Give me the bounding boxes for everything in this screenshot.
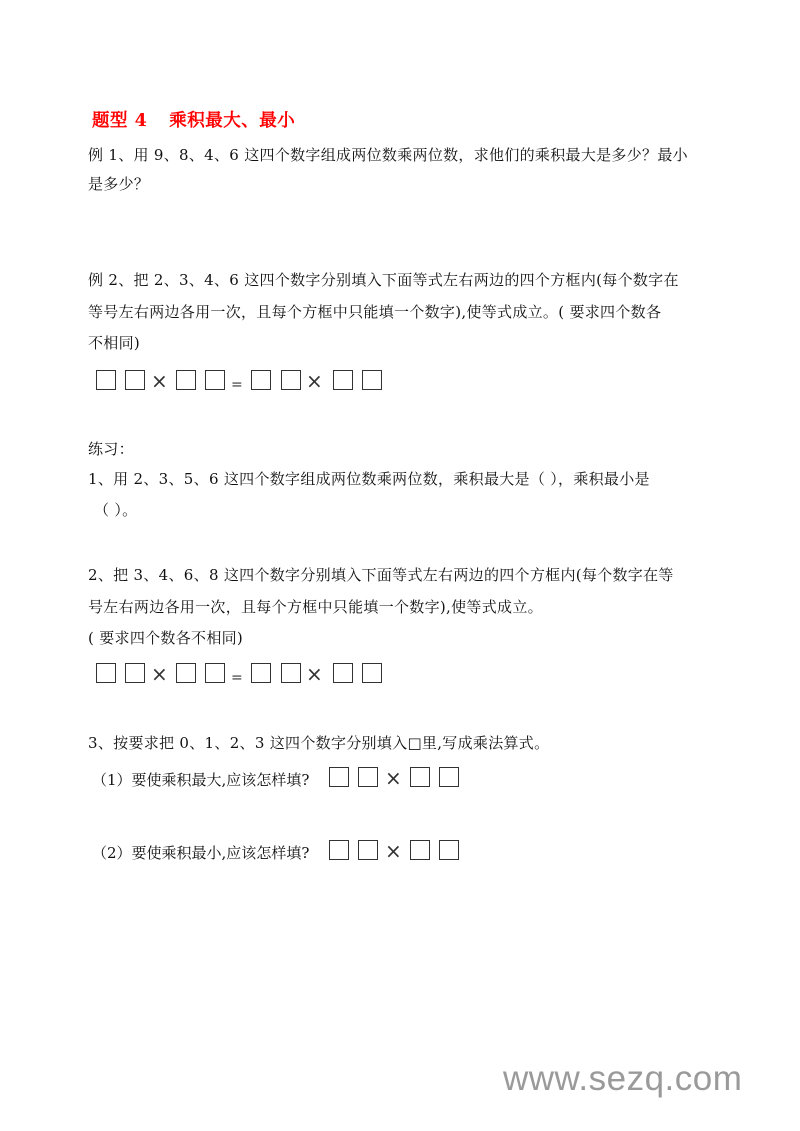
answer-box[interactable] bbox=[439, 840, 459, 860]
example1-line-1: 例 1、用 9、8、4、6 这四个数字组成两位数乘两位数，求他们的乘积最大是多少？最小 bbox=[88, 146, 688, 164]
section-title-topic: 乘积最大、最小 bbox=[169, 111, 296, 131]
q2-line-1: 2、把 3、4、6、8 这四个数字分别填入下面等式左右两边的四个方框内(每个数字在等 bbox=[88, 566, 674, 584]
answer-box[interactable] bbox=[96, 663, 116, 683]
practice-heading: 练习： bbox=[88, 440, 134, 458]
multiply-sign: × bbox=[385, 839, 402, 863]
example2-line-3: 不相同) bbox=[88, 334, 141, 352]
answer-box[interactable] bbox=[176, 370, 196, 390]
answer-box[interactable] bbox=[251, 663, 271, 683]
example2-line-1: 例 2、把 2、3、4、6 这四个数字分别填入下面等式左右两边的四个方框内(每个数字在 bbox=[88, 271, 679, 289]
q3-part-2-prompt: （2）要使乘积最小,应该怎样填? bbox=[92, 844, 310, 862]
answer-box[interactable] bbox=[125, 370, 145, 390]
multiply-sign: × bbox=[306, 369, 323, 393]
answer-box[interactable] bbox=[333, 663, 353, 683]
equals-sign: = bbox=[231, 377, 243, 393]
answer-box[interactable] bbox=[329, 767, 349, 787]
answer-box[interactable] bbox=[358, 767, 378, 787]
answer-box[interactable] bbox=[125, 663, 145, 683]
multiply-sign: × bbox=[385, 766, 402, 790]
answer-box[interactable] bbox=[410, 767, 430, 787]
answer-box[interactable] bbox=[362, 370, 382, 390]
example2-line-2: 等号左右两边各用一次，且每个方框中只能填一个数字),使等式成立。( 要求四个数各 bbox=[88, 303, 662, 321]
multiply-sign: × bbox=[151, 662, 168, 686]
multiply-sign: × bbox=[306, 662, 323, 686]
answer-box[interactable] bbox=[281, 370, 301, 390]
q3-intro: 3、按要求把 0、1、2、3 这四个数字分别填入□里,写成乘法算式。 bbox=[88, 734, 550, 752]
answer-box[interactable] bbox=[281, 663, 301, 683]
answer-box[interactable] bbox=[251, 370, 271, 390]
answer-box[interactable] bbox=[329, 840, 349, 860]
answer-box[interactable] bbox=[176, 663, 196, 683]
equals-sign: = bbox=[231, 670, 243, 686]
multiply-sign: × bbox=[151, 369, 168, 393]
answer-box[interactable] bbox=[205, 370, 225, 390]
answer-box[interactable] bbox=[205, 663, 225, 683]
answer-box[interactable] bbox=[358, 840, 378, 860]
answer-box[interactable] bbox=[333, 370, 353, 390]
section-title-label: 题型 4 bbox=[92, 111, 148, 131]
answer-box[interactable] bbox=[410, 840, 430, 860]
answer-box[interactable] bbox=[96, 370, 116, 390]
answer-box[interactable] bbox=[439, 767, 459, 787]
answer-box[interactable] bbox=[362, 663, 382, 683]
example1-line-2: 是多少？ bbox=[88, 175, 150, 193]
q2-line-3: ( 要求四个数各不相同) bbox=[88, 629, 244, 647]
q1-line-1: 1、用 2、3、5、6 这四个数字组成两位数乘两位数，乘积最大是（ ），乘积最小是 bbox=[88, 470, 650, 488]
section-title bbox=[92, 107, 295, 132]
watermark: www.sezq.com bbox=[503, 1059, 743, 1098]
q1-line-2: （ ）。 bbox=[94, 501, 138, 519]
q2-line-2: 号左右两边各用一次，且每个方框中只能填一个数字),使等式成立。 bbox=[88, 598, 543, 616]
q3-part-1-prompt: （1）要使乘积最大,应该怎样填? bbox=[92, 771, 310, 789]
